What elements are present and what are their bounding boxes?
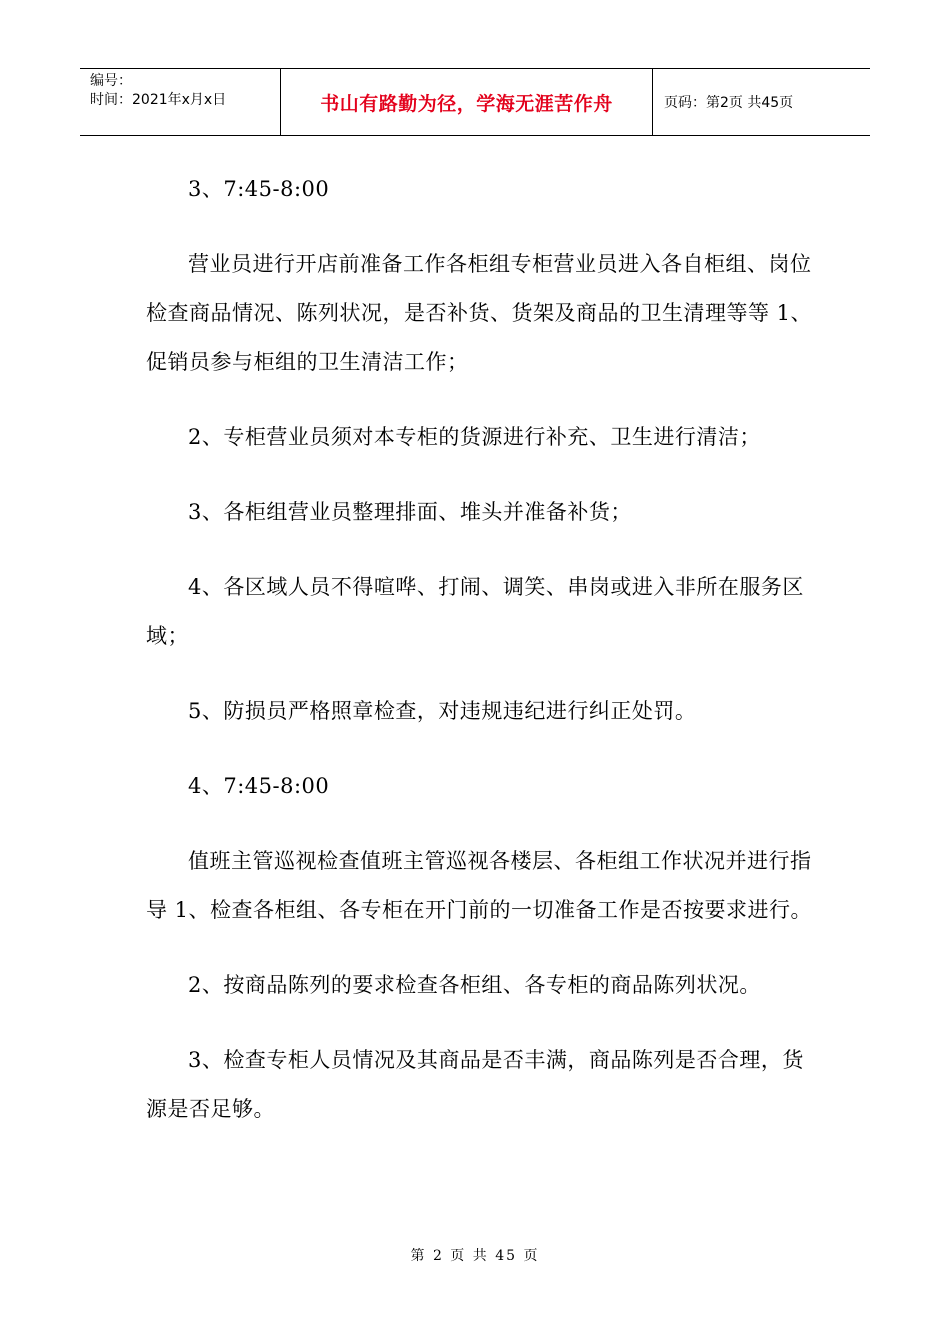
paragraph: 营业员进行开店前准备工作各柜组专柜营业员进入各自柜组、岗位检查商品情况、陈列状况，是否补货、货架及商品的卫生清理等等 1、促销员参与柜组的卫生清洁工作； bbox=[146, 252, 813, 374]
page-header bbox=[80, 68, 870, 136]
header-meta bbox=[80, 69, 281, 135]
paragraph: 3、检查专柜人员情况及其商品是否丰满，商品陈列是否合理，货源是否足够。 bbox=[146, 1048, 804, 1121]
paragraph: 3、7:45-8:00 bbox=[188, 177, 330, 201]
page-footer: 第 2 页 共 45 页 bbox=[410, 1248, 540, 1264]
paragraph: 4、各区域人员不得喧哗、打闹、调笑、串岗或进入非所在服务区域； bbox=[146, 575, 804, 648]
header-page-info: 页码：第2页 共45页 bbox=[664, 95, 794, 111]
paragraph: 4、7:45-8:00 bbox=[188, 774, 330, 798]
paragraph: 2、专柜营业员须对本专柜的货源进行补充、卫生进行清洁； bbox=[188, 425, 761, 449]
date-label: 时间：2021年x月x日 bbox=[90, 92, 227, 108]
paragraph: 3、各柜组营业员整理排面、堆头并准备补货； bbox=[188, 500, 632, 524]
paragraph: 值班主管巡视检查值班主管巡视各楼层、各柜组工作状况并进行指导 1、检查各柜组、各专柜在开门前的一切准备工作是否按要求进行。 bbox=[146, 849, 813, 922]
serial-number-label: 编号： bbox=[90, 73, 132, 89]
header-motto: 书山有路勤为径，学海无涯苦作舟 bbox=[281, 69, 653, 135]
document-body bbox=[146, 165, 816, 1134]
paragraph: 2、按商品陈列的要求检查各柜组、各专柜的商品陈列状况。 bbox=[188, 973, 761, 997]
paragraph: 5、防损员严格照章检查，对违规违纪进行纠正处罚。 bbox=[188, 699, 697, 723]
